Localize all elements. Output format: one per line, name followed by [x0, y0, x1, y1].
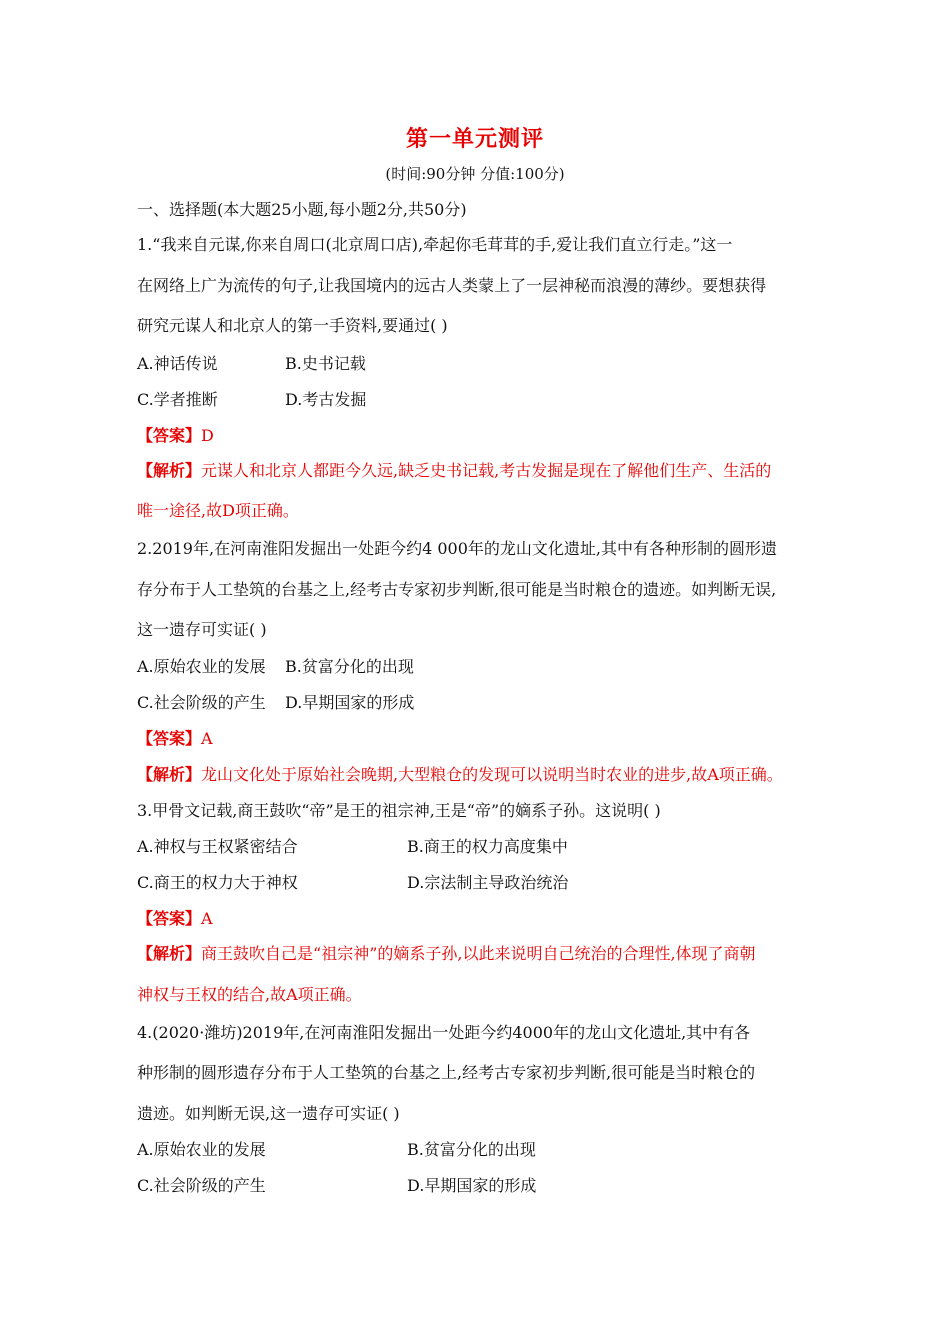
- q3-option-b: B.商王的权力高度集中: [407, 837, 568, 856]
- page-title: 第一单元测评: [405, 126, 544, 152]
- q1-option-d: D.考古发掘: [285, 390, 367, 409]
- q2-option-b: B.贫富分化的出现: [285, 657, 414, 676]
- q3-analysis-line-2: 神权与王权的结合,故A项正确。: [137, 985, 362, 1004]
- q2-option-a: A.原始农业的发展: [137, 657, 266, 676]
- q1-option-a: A.神话传说: [137, 354, 218, 373]
- q2-stem-line-2: 存分布于人工垫筑的台基之上,经考古专家初步判断,很可能是当时粮仓的遗迹。如判断无误,: [137, 580, 777, 599]
- q2-stem-line-1: 2.2019年,在河南淮阳发掘出一处距今约4 000年的龙山文化遗址,其中有各种形制的圆形遗: [137, 539, 777, 558]
- q3-option-d: D.宗法制主导政治统治: [407, 873, 569, 892]
- answer-value: A: [201, 909, 213, 928]
- q4-stem-line-3: 遗迹。如判断无误,这一遗存可实证( ): [137, 1104, 400, 1123]
- q2-option-d: D.早期国家的形成: [285, 693, 415, 712]
- q4-option-d: D.早期国家的形成: [407, 1176, 537, 1195]
- q1-option-b: B.史书记载: [285, 354, 366, 373]
- q1-stem-line-2: 在网络上广为流传的句子,让我国境内的远古人类蒙上了一层神秘而浪漫的薄纱。要想获得: [137, 276, 767, 295]
- q1-analysis-line-2: 唯一途径,故D项正确。: [137, 501, 299, 520]
- q3-option-a: A.神权与王权紧密结合: [137, 837, 298, 856]
- q3-stem-line-1: 3.甲骨文记载,商王鼓吹“帝”是王的祖宗神,王是“帝”的嫡系子孙。这说明( ): [137, 801, 661, 820]
- q3-answer: [137, 906, 213, 929]
- q1-stem-line-3: 研究元谋人和北京人的第一手资料,要通过( ): [137, 316, 448, 335]
- answer-label: 【答案】: [137, 909, 202, 928]
- answer-value: D: [201, 426, 214, 445]
- q2-option-c: C.社会阶级的产生: [137, 693, 266, 712]
- q1-analysis-line-1: [137, 458, 771, 481]
- analysis-text: 元谋人和北京人都距今久远,缺乏史书记载,考古发掘是现在了解他们生产、生活的: [201, 461, 772, 480]
- q2-answer: [137, 726, 213, 749]
- q4-option-a: A.原始农业的发展: [137, 1140, 266, 1159]
- q4-option-b: B.贫富分化的出现: [407, 1140, 536, 1159]
- answer-label: 【答案】: [137, 729, 202, 748]
- q1-stem-line-1: 1.“我来自元谋,你来自周口(北京周口店),牵起你毛茸茸的手,爱让我们直立行走。”这一: [137, 235, 733, 254]
- analysis-text: 商王鼓吹自己是“祖宗神”的嫡系子孙,以此来说明自己统治的合理性,体现了商朝: [201, 944, 756, 963]
- section-heading: 一、选择题(本大题25小题,每小题2分,共50分): [137, 200, 467, 219]
- analysis-label: 【解析】: [137, 765, 202, 784]
- q2-stem-line-3: 这一遗存可实证( ): [137, 620, 267, 639]
- q3-option-c: C.商王的权力大于神权: [137, 873, 298, 892]
- q4-stem-line-2: 种形制的圆形遗存分布于人工垫筑的台基之上,经考古专家初步判断,很可能是当时粮仓的: [137, 1063, 756, 1082]
- q3-analysis-line-1: [137, 941, 756, 964]
- analysis-text: 龙山文化处于原始社会晚期,大型粮仓的发现可以说明当时农业的进步,故A项正确。: [201, 765, 783, 784]
- q1-option-c: C.学者推断: [137, 390, 218, 409]
- answer-label: 【答案】: [137, 426, 202, 445]
- q2-analysis-line-1: [137, 762, 783, 785]
- time-score-info: (时间:90分钟 分值:100分): [385, 165, 565, 183]
- analysis-label: 【解析】: [137, 461, 202, 480]
- q4-option-c: C.社会阶级的产生: [137, 1176, 266, 1195]
- q4-stem-line-1: 4.(2020·潍坊)2019年,在河南淮阳发掘出一处距今约4000年的龙山文化遗址,其中有各: [137, 1023, 751, 1042]
- analysis-label: 【解析】: [137, 944, 202, 963]
- q1-answer: [137, 423, 214, 446]
- answer-value: A: [201, 729, 213, 748]
